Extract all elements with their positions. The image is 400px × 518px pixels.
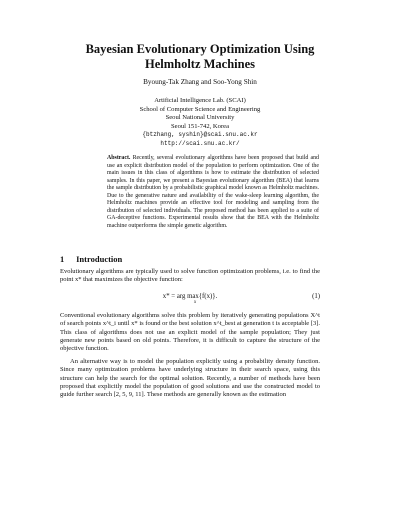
homepage-url: http://scai.snu.ac.kr/ [160,139,240,147]
abstract-label: Abstract. [107,155,131,161]
paragraph-2: Conventional evolutionary algorithms solve this problem by iteratively generating populations X^t of search points x^t_i until x* is found or the best solution x^t_best at generation t is acceptable [3]. This class of algorithms does not use an explicit model of the sample population; They just generate new points based on old points. Therefore, it is difficult to capture the structure of the objective function. [60,312,320,353]
authors: Byoung-Tak Zhang and Soo-Yong Shin [143,78,257,86]
affiliation-line: School of Computer Science and Engineering [139,105,261,113]
paragraph-1: Evolutionary algorithms are typically used to solve function optimization problems, i.e. to find the point x* that maximizes the objective function: [60,268,320,284]
equation [60,292,320,306]
abstract-text: Recently, several evolutionary algorithms have been proposed that build and use an explicit distribution model of the population to perform optimization. One of the main issues in this class of algorithms is how to estimate the distribution of selected samples. In this paper, we present a Bayesian evolutionary algorithm (BEA) that learns the sample distribution by a probabilistic graphical model known as Helmholtz machines. Due to the generative nature and availability of the wake-sleep learning algorithm, the Helmholtz machines provide an effective tool for modeling and sampling from the distribution of selected individuals. The proposed method has been applied to a suite of GA-deceptive functions. Experimental results show that the BEA with the Helmholtz machine outperforms the simple genetic algorithm. [107,155,319,229]
title-line-2: Helmholtz Machines [144,57,256,71]
affiliation-line: Seoul National University [165,114,235,121]
paragraph-3: An alternative way is to model the population explicitly using a probability density function. Since many optimization problems have underlying structure in their search space, using this structure can help the search for the optimal solution. Recently, a number of methods have been proposed that explicitly model the population of good solutions and use the constructed model to guide further search [2, 5, 9, 11]. These methods are generally known as the estimation [60,358,320,399]
section-number: 1 [60,254,65,264]
equation-expression: x* = arg max{f(x)}. [162,293,218,300]
abstract [107,155,319,230]
title-line-1: Bayesian Evolutionary Optimization Using [85,42,315,56]
affiliation-line: Seoul 151-742, Korea [170,122,230,130]
section-heading [60,254,122,264]
email: {btzhang, syshin}@scai.snu.ac.kr [142,131,258,138]
paper-title [60,42,340,72]
equation-subscript: x [194,300,197,305]
section-title: Introduction [76,254,123,264]
equation-number: (1) [312,293,320,300]
affiliation-line: Artificial Intelligence Lab. (SCAI) [154,97,246,104]
affiliation [60,97,340,148]
